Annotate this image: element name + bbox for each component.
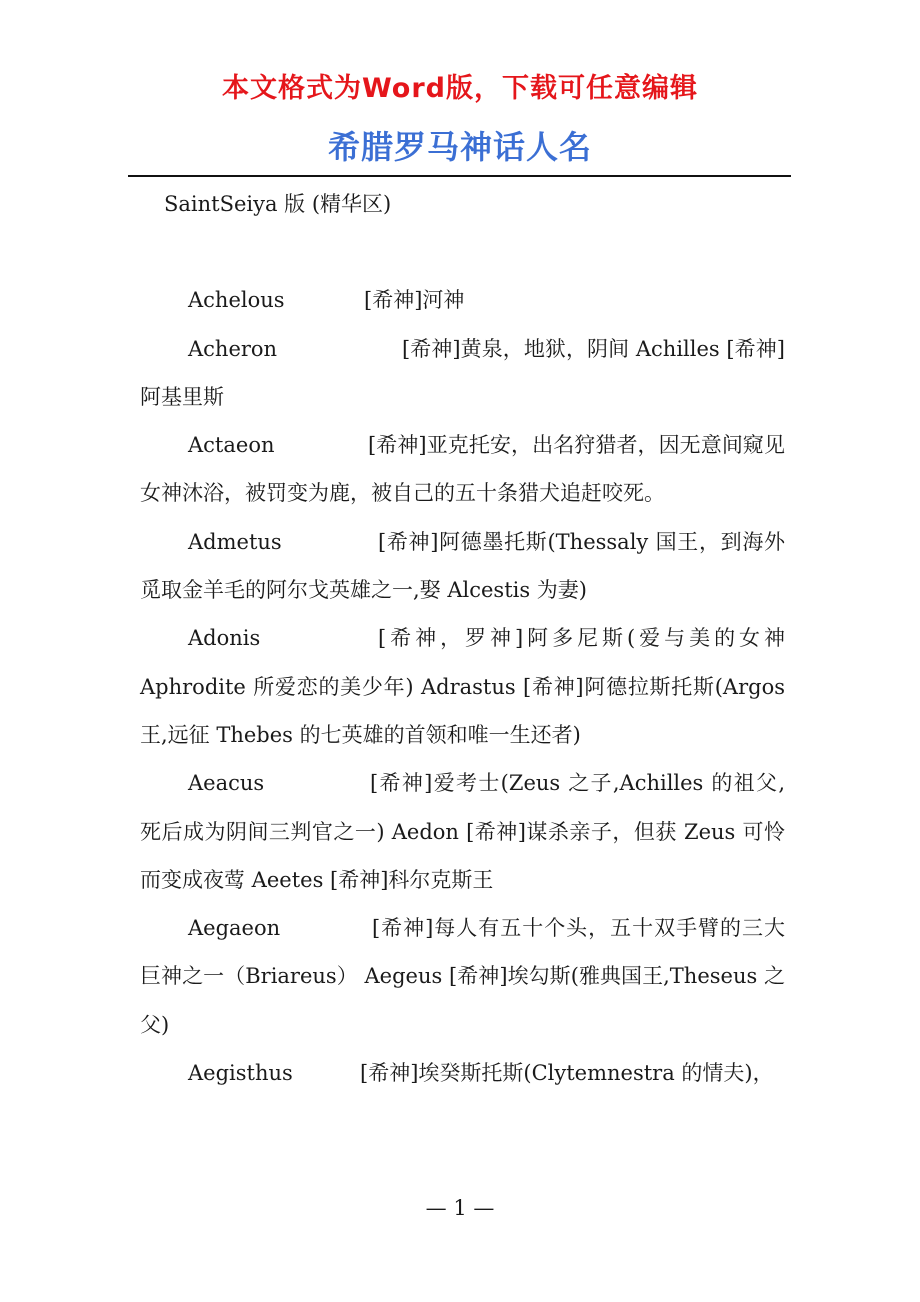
- entry: [140, 518, 785, 615]
- entry-desc: 爱考士(Zeus 之子,Achilles 的祖父,死后成为阴间三判官之一) Aedon [希神]谋杀亲子，但获 Zeus 可怜而变成夜莺 Aeetes [希神]科尔克斯王: [140, 771, 785, 892]
- entry-term: Actaeon: [188, 433, 275, 458]
- blank-line: [140, 228, 785, 276]
- entry-tag: [希神]: [360, 1061, 419, 1086]
- entry-term: Aegaeon: [188, 916, 281, 941]
- entry: [140, 759, 785, 904]
- entry: [140, 1049, 785, 1097]
- entry-tag: [希神]: [364, 288, 423, 313]
- entry: [140, 276, 785, 324]
- page-number: — 1 —: [425, 1196, 495, 1220]
- entry-tag: [希神，罗神]: [378, 626, 524, 651]
- entry-tag: [希神]: [402, 336, 461, 361]
- entry: [140, 904, 785, 1049]
- banner-notice: 本文格式为Word版，下载可任意编辑: [221, 73, 698, 104]
- entry-term: Admetus: [188, 529, 282, 554]
- entry-tag: [希神]: [372, 916, 434, 941]
- entry: [140, 421, 785, 518]
- entry: [140, 325, 785, 422]
- entry-term: Adonis: [188, 626, 261, 651]
- entry-term: Aegisthus: [188, 1061, 293, 1086]
- entry-desc: 阿多尼斯(爱与美的女神 Aphrodite 所爱恋的美少年) Adrastus [希神]阿德拉斯托斯(Argos 王,远征 Thebes 的七英雄的首领和唯一生还者): [140, 626, 785, 747]
- entry-desc: 阿德墨托斯(Thessaly 国王，到海外觅取金羊毛的阿尔戈英雄之一,娶 Alcestis 为妻): [140, 529, 786, 603]
- entry-desc: 每人有五十个头，五十双手臂的三大巨神之一（Briareus） Aegeus [希神]埃勾斯(雅典国王,Theseus 之父): [140, 916, 785, 1037]
- entry: [140, 614, 785, 759]
- entry-tag: [希神]: [370, 771, 433, 796]
- entry-tag: [希神]: [378, 529, 439, 554]
- entry-term: Achelous: [188, 288, 285, 313]
- title-rule: [128, 175, 791, 177]
- entry-desc: 黄泉，地狱，阴间 Achilles [希神]阿基里斯: [140, 336, 785, 409]
- entry-desc: 埃癸斯托斯(Clytemnestra 的情夫)，: [418, 1061, 774, 1086]
- document-body: [140, 180, 785, 1097]
- page-title: 希腊罗马神话人名: [327, 128, 592, 166]
- entry-term: Aeacus: [188, 771, 265, 796]
- entry-term: Acheron: [188, 336, 278, 361]
- subtitle: SaintSeiya 版 (精华区): [164, 192, 392, 216]
- entry-desc: 亚克托安，出名狩猎者，因无意间窥见女神沐浴，被罚变为鹿，被自己的五十条猎犬追赶咬死。: [140, 433, 786, 506]
- entry-desc: 河神: [422, 288, 465, 313]
- entry-tag: [希神]: [368, 433, 427, 458]
